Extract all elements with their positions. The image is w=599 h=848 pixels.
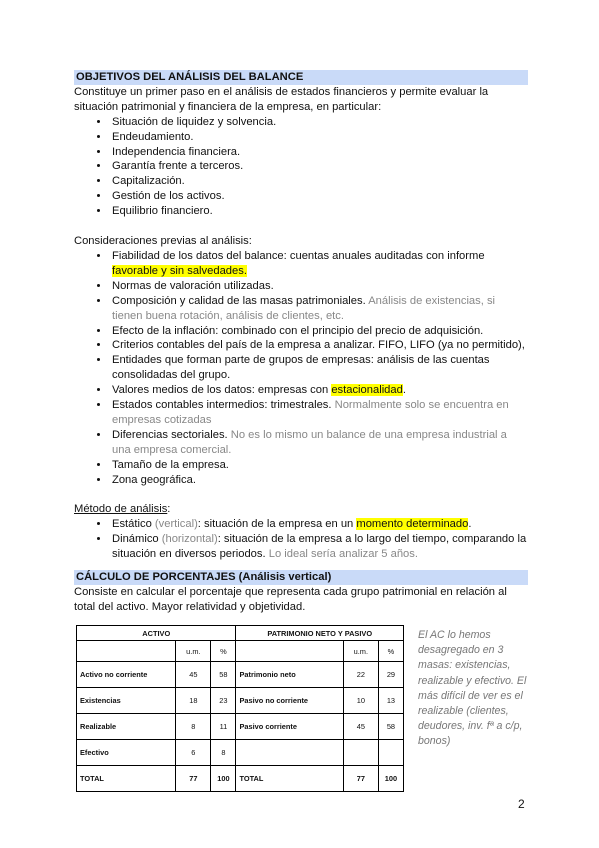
cell: 6 — [176, 740, 211, 766]
item-label: Estático — [112, 518, 152, 531]
heading-colon: : — [167, 503, 171, 516]
list-item: • Zona geográfica. — [110, 473, 528, 488]
table-subheader-row — [77, 641, 404, 662]
highlighted-text: favorable y sin salvedades. — [112, 264, 247, 277]
content-column — [74, 70, 528, 562]
metodo-heading: Método de análisis — [74, 503, 168, 516]
cell: Pasivo no corriente — [236, 688, 343, 714]
note-text: Análisis de existencias, si tienen buena rotación, análisis de clientes, etc. — [112, 294, 496, 322]
section-title-calculo: CÁLCULO DE PORCENTAJES (Análisis vertical) — [74, 570, 528, 585]
cell: Patrimonio neto — [236, 662, 343, 688]
section-title-objetivos: OBJETIVOS DEL ANÁLISIS DEL BALANCE — [74, 70, 528, 85]
table-row — [77, 688, 404, 714]
cell: 18 — [176, 688, 211, 714]
cell — [378, 740, 403, 766]
cell: Efectivo — [77, 740, 176, 766]
cell: 45 — [176, 662, 211, 688]
col-pct: % — [211, 641, 236, 662]
cell: 100 — [211, 766, 236, 792]
table-row — [77, 662, 404, 688]
cell: 77 — [176, 766, 211, 792]
list-item: • Entidades que forman parte de grupos de empresas: análisis de las cuentas consolidadas del grupo. — [110, 353, 528, 383]
list-item: • Independencia financiera. — [110, 145, 528, 160]
cell: Pasivo corriente — [236, 714, 343, 740]
cell: 58 — [378, 714, 403, 740]
note-text: Lo ideal sería analizar 5 años. — [265, 548, 418, 561]
list-item: • Garantía frente a terceros. — [110, 159, 528, 174]
list-item — [110, 532, 528, 562]
cell: 11 — [211, 714, 236, 740]
item-text: : situación de la empresa en un — [197, 518, 357, 531]
list-item — [110, 383, 528, 398]
list-item — [110, 428, 528, 458]
cell: 100 — [378, 766, 403, 792]
cell: 13 — [378, 688, 403, 714]
cell: 8 — [211, 740, 236, 766]
note-text: (vertical) — [151, 518, 198, 531]
note-text: No es lo mismo un balance de una empresa industrial a una empresa comercial. — [112, 428, 507, 456]
cell: 10 — [343, 688, 378, 714]
list-item: • Capitalización. — [110, 174, 528, 189]
list-item: • Normas de valoración utilizadas. — [110, 279, 528, 294]
item-text: Diferencias sectoriales. — [112, 428, 228, 441]
cell: 22 — [343, 662, 378, 688]
item-text: : situación de la empresa a lo largo del tiempo, comparando la situación en diversos periodos. — [112, 533, 527, 561]
cell — [236, 740, 343, 766]
consideraciones-heading: Consideraciones previas al análisis: — [74, 235, 252, 248]
list-item — [110, 294, 528, 324]
cell: 23 — [211, 688, 236, 714]
col-um: u.m. — [343, 641, 378, 662]
metodo-heading-line — [74, 502, 528, 517]
cell: 8 — [176, 714, 211, 740]
list-item: • Endeudamiento. — [110, 130, 528, 145]
note-text: (horizontal) — [158, 533, 218, 546]
page-number: 2 — [518, 797, 525, 811]
highlighted-text: momento determinado — [356, 518, 469, 531]
list-item: • Equilibrio financiero. — [110, 204, 528, 219]
cell: 58 — [211, 662, 236, 688]
consideraciones-list — [74, 249, 528, 488]
list-item: • Gestión de los activos. — [110, 189, 528, 204]
cell — [343, 740, 378, 766]
header-pasivo: PATRIMONIO NETO Y PASIVO — [236, 626, 404, 641]
list-item — [110, 517, 528, 532]
item-end: . — [468, 518, 472, 531]
list-item — [110, 398, 528, 428]
objetivos-intro: Constituye un primer paso en el análisis de estados financieros y permite evaluar la situación patrimonial y financiera de la empresa, en particular: — [74, 85, 489, 113]
cell: 77 — [343, 766, 378, 792]
list-item: • Tamaño de la empresa. — [110, 458, 528, 473]
col-um: u.m. — [176, 641, 211, 662]
item-text: Valores medios de los datos: empresas con — [112, 384, 332, 397]
table-row — [77, 714, 404, 740]
item-text: Composición y calidad de las masas patrimoniales. — [112, 294, 366, 307]
list-item: • Efecto de la inflación: combinado con el principio del precio de adquisición. — [110, 324, 528, 339]
list-item — [110, 249, 528, 279]
balance-table — [76, 625, 404, 792]
item-label: Dinámico — [112, 533, 159, 546]
cell: Existencias — [77, 688, 176, 714]
cell: 29 — [378, 662, 403, 688]
calculo-intro: Consiste en calcular el porcentaje que representa cada grupo patrimonial en relación al total del activo. Mayor relatividad y objetividad. — [74, 585, 507, 613]
col-pct: % — [378, 641, 403, 662]
item-text: Estados contables intermedios: trimestrales. — [112, 399, 332, 412]
metodo-list — [74, 517, 528, 562]
header-activo: ACTIVO — [77, 626, 236, 641]
table-row — [77, 740, 404, 766]
item-end: . — [402, 384, 406, 397]
cell: Realizable — [77, 714, 176, 740]
cell: TOTAL — [77, 766, 176, 792]
table-header-row — [77, 626, 404, 641]
cell: 45 — [343, 714, 378, 740]
list-item: • Situación de liquidez y solvencia. — [110, 115, 528, 130]
note-text: Normalmente solo se encuentra en empresas cotizadas — [112, 399, 509, 426]
table-total-row — [77, 766, 404, 792]
side-note: El AC lo hemos desagregado en 3 masas: existencias, realizable y efectivo. El más difícil de ver es el realizable (clientes, deudores, inv. fª a c/p, bonos) — [418, 629, 527, 748]
list-item: • Criterios contables del país de la empresa a analizar. FIFO, LIFO (ya no permitido), — [110, 338, 528, 353]
cell: TOTAL — [236, 766, 343, 792]
cell: Activo no corriente — [77, 662, 176, 688]
calculo-section — [74, 570, 528, 615]
item-text: Fiabilidad de los datos del balance: cuentas anuales auditadas con informe — [112, 249, 485, 262]
highlighted-text: estacionalidad — [331, 384, 403, 397]
objetivos-list — [74, 115, 528, 219]
